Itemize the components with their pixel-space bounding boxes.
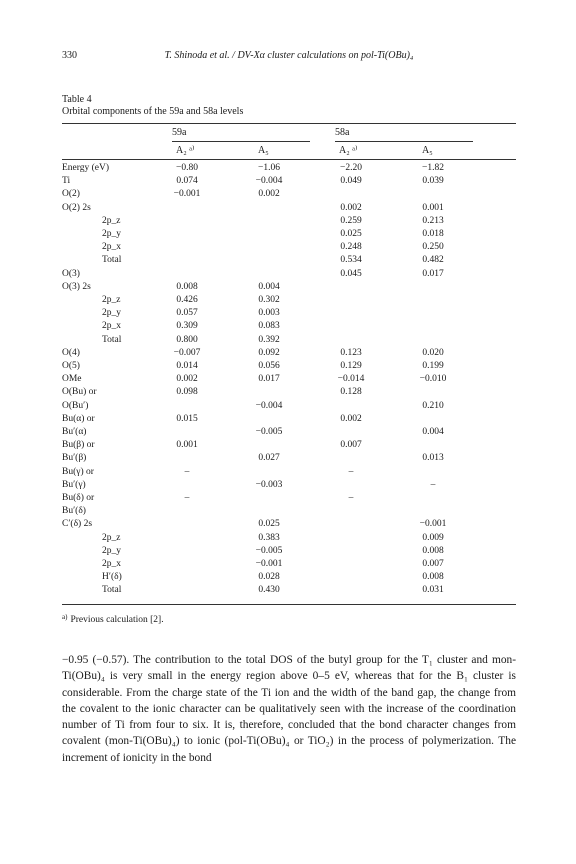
table-cell: 0.482	[422, 255, 444, 266]
table-cell: 0.210	[422, 400, 444, 411]
row-label: Bu(γ) or	[62, 466, 94, 477]
row-label: Total	[102, 334, 122, 345]
running-title: T. Shinoda et al. / DV-Xα cluster calculations on pol-Ti(OBu)₄	[164, 50, 414, 61]
table-row	[62, 467, 516, 478]
table-cell: −0.004	[255, 400, 283, 411]
table-cell: −0.005	[255, 427, 283, 437]
row-label: 2p_z	[102, 215, 121, 226]
row-label: Energy (eV)	[62, 163, 110, 173]
table-cell: 0.007	[422, 559, 444, 569]
row-label: Bu(α) or	[62, 413, 95, 424]
table-label: Table 4	[62, 94, 92, 105]
group-rule-59a	[172, 141, 310, 142]
row-label: O(4)	[62, 347, 80, 358]
table-row	[62, 401, 516, 412]
table-row	[62, 348, 516, 359]
row-label: O(Bu′)	[62, 400, 89, 411]
row-label: O(Bu) or	[62, 387, 97, 398]
table-cell: –	[348, 493, 354, 503]
table-cell: 0.250	[422, 242, 444, 253]
row-label: 2p_z	[102, 295, 121, 305]
group-head-59a: 59a	[172, 127, 187, 138]
table-cell: 0.001	[422, 202, 444, 213]
table-cell: 0.001	[176, 440, 198, 451]
table-row	[62, 546, 516, 557]
table-cell: –	[184, 466, 190, 477]
table-row	[62, 572, 516, 583]
table-row	[62, 533, 516, 544]
subhead-58a-a2: A₂ ᵃ⁾	[339, 145, 358, 156]
table-row	[62, 269, 516, 280]
table-cell: 0.039	[422, 176, 444, 187]
table-cell: 0.004	[258, 281, 280, 292]
table-cell: 0.128	[340, 387, 362, 398]
table-cell: 0.049	[340, 176, 362, 187]
table-row	[62, 559, 516, 570]
table-footnote	[62, 611, 164, 626]
row-label: 2p_y	[102, 545, 121, 556]
row-label: Bu(δ) or	[62, 493, 95, 503]
table-cell: 0.098	[176, 387, 198, 398]
table-cell: 0.017	[422, 268, 444, 279]
subhead-59a-a5: A₅	[258, 145, 269, 156]
table-row	[62, 335, 516, 346]
row-label: 2p_x	[102, 559, 121, 569]
footnote-mark: a)	[62, 613, 68, 621]
table-cell: 0.025	[258, 519, 280, 530]
table-row	[62, 427, 516, 438]
table-cell: –	[430, 479, 436, 490]
table-cell: 0.002	[258, 189, 280, 200]
row-label: Bu′(β)	[62, 453, 87, 464]
table-cell: −0.001	[419, 519, 447, 530]
row-label: C′(δ) 2s	[62, 519, 93, 530]
table-cell: 0.031	[422, 585, 444, 596]
table-row	[62, 189, 516, 200]
row-label: Bu′(δ)	[62, 506, 86, 517]
table-cell: 0.302	[258, 295, 280, 305]
table-row	[62, 282, 516, 293]
subhead-59a-a2: A₂ ᵃ⁾	[176, 145, 195, 156]
table-cell: −0.005	[255, 545, 283, 556]
table-cell: 0.092	[258, 347, 280, 358]
row-label: H′(δ)	[102, 572, 122, 583]
table-cell: −0.003	[255, 479, 283, 490]
table-cell: 0.008	[176, 281, 198, 292]
table-row	[62, 506, 516, 517]
table-cell: 0.199	[422, 361, 444, 371]
row-label: 2p_y	[102, 229, 121, 239]
table-cell: 0.129	[340, 361, 362, 371]
table-cell: 0.028	[258, 572, 280, 583]
table-row	[62, 255, 516, 266]
table-cell: −0.014	[337, 374, 365, 385]
table-row	[62, 493, 516, 504]
table-row	[62, 242, 516, 253]
row-label: 2p_z	[102, 532, 121, 543]
row-label: O(3) 2s	[62, 281, 91, 292]
table-row	[62, 361, 516, 372]
table-cell: 0.534	[340, 255, 362, 266]
table-caption: Orbital components of the 59a and 58a levels	[62, 106, 244, 117]
table-row	[62, 229, 516, 240]
table-cell: 0.025	[340, 229, 362, 239]
row-label: Ti	[62, 176, 71, 187]
row-label: O(2)	[62, 189, 80, 200]
table-cell: 0.018	[422, 229, 444, 239]
table-row	[62, 585, 516, 596]
table-top-rule	[62, 123, 516, 124]
table-cell: 0.002	[176, 374, 198, 385]
row-label: Total	[102, 255, 122, 266]
group-rule-58a	[335, 141, 473, 142]
table-cell: −0.001	[173, 189, 201, 200]
table-cell: −0.007	[173, 347, 201, 358]
table-row	[62, 440, 516, 451]
table-cell: −1.06	[258, 163, 280, 173]
table-cell: 0.002	[340, 202, 362, 213]
table-row	[62, 480, 516, 491]
table-cell: 0.020	[422, 347, 444, 358]
table-row	[62, 519, 516, 530]
table-cell: −0.010	[419, 374, 447, 385]
table-cell: −0.004	[255, 176, 283, 187]
row-label: 2p_x	[102, 242, 121, 253]
table-row	[62, 295, 516, 306]
table-row	[62, 203, 516, 214]
subhead-58a-a5: A₅	[422, 145, 433, 156]
table-cell: 0.008	[422, 545, 444, 556]
table-cell: 0.003	[258, 308, 280, 319]
table-row	[62, 216, 516, 227]
body-paragraph: −0.95 (−0.57). The contribution to the total DOS of the butyl group for the T₁ cluster and mon-Ti(OBu)₄ is very small in the energy region above 0–5 eV, whereas that for the B₁ cluster is considerable. From the charge state of the Ti ion and the width of the band gap, the change from the covalent to the ionic character can be qualitatively seen with the increase of the coordination number of Ti from four to six. It is, therefore, concluded that the bond character changes from covalent (mon-Ti(OBu)₄) to ionic (pol-Ti(OBu)₄ or TiO₂) in the process of polymerization. The increment of ionicity in the bond	[62, 654, 516, 764]
table-cell: 0.213	[422, 215, 444, 226]
table-cell: 0.430	[258, 585, 280, 596]
footnote-text: Previous calculation [2].	[70, 615, 164, 625]
table-cell: 0.248	[340, 242, 362, 253]
table-cell: 0.083	[258, 321, 280, 332]
table-cell: 0.015	[176, 413, 198, 424]
table-cell: 0.017	[258, 374, 280, 385]
table-row	[62, 308, 516, 319]
table-row	[62, 163, 516, 174]
table-row	[62, 387, 516, 398]
row-label: 2p_x	[102, 321, 121, 332]
table-cell: 0.056	[258, 361, 280, 371]
table-cell: 0.309	[176, 321, 198, 332]
table-cell: –	[348, 466, 354, 477]
table-row	[62, 321, 516, 332]
table-bottom-rule	[62, 604, 516, 605]
table-cell: 0.007	[340, 440, 362, 451]
row-label: Bu(β) or	[62, 440, 95, 451]
row-label: Bu′(α)	[62, 427, 87, 437]
row-label: Total	[102, 585, 122, 596]
row-label: OMe	[62, 374, 82, 385]
table-cell: 0.013	[422, 453, 444, 464]
table-cell: –	[184, 493, 190, 503]
table-cell: 0.074	[176, 176, 198, 187]
row-label: 2p_y	[102, 308, 121, 319]
table-cell: 0.004	[422, 427, 444, 437]
table-cell: 0.057	[176, 308, 198, 319]
table-head-rule	[62, 159, 516, 160]
table-cell: 0.383	[258, 532, 280, 543]
table-cell: 0.014	[176, 361, 198, 371]
table-row	[62, 374, 516, 385]
row-label: Bu′(γ)	[62, 479, 86, 490]
table-cell: 0.392	[258, 334, 280, 345]
row-label: O(5)	[62, 361, 80, 371]
table-row	[62, 453, 516, 464]
table-cell: 0.008	[422, 572, 444, 583]
body-text	[62, 652, 516, 766]
table-cell: 0.800	[176, 334, 198, 345]
table-cell: 0.259	[340, 215, 362, 226]
table-cell: −0.001	[255, 559, 283, 569]
table-cell: 0.045	[340, 268, 362, 279]
table-cell: 0.027	[258, 453, 280, 464]
running-head	[62, 50, 516, 64]
table-cell: −1.82	[422, 163, 444, 173]
table-cell: 0.009	[422, 532, 444, 543]
row-label: O(3)	[62, 268, 80, 279]
table-cell: 0.002	[340, 413, 362, 424]
table-row	[62, 176, 516, 187]
table-row	[62, 414, 516, 425]
page-number: 330	[62, 50, 77, 61]
table-cell: −0.80	[176, 163, 198, 173]
row-label: O(2) 2s	[62, 202, 91, 213]
table-cell: −2.20	[340, 163, 362, 173]
group-head-58a: 58a	[335, 127, 350, 138]
table-cell: 0.426	[176, 295, 198, 305]
table-cell: 0.123	[340, 347, 362, 358]
